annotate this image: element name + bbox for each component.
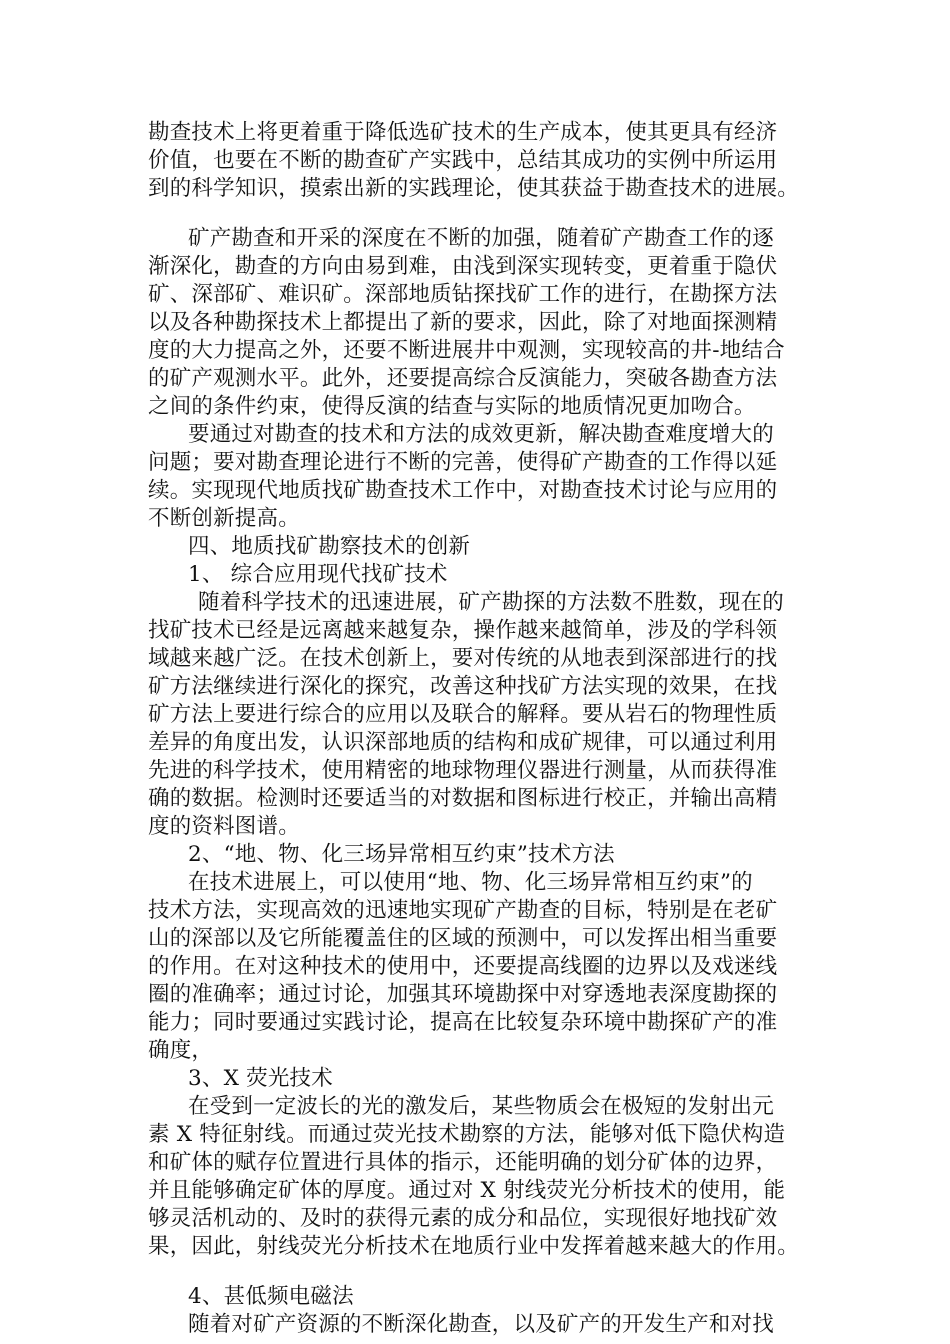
text-line: 续。实现现代地质找矿勘查技术工作中，对勘查技术讨论与应用的 xyxy=(148,478,778,503)
text-line: 并且能够确定矿体的厚度。通过对 X 射线荧光分析技术的使用，能 xyxy=(148,1178,786,1203)
text-line: 问题；要对勘查理论进行不断的完善，使得矿产勘查的工作得以延 xyxy=(148,450,778,475)
text-line: 素 X 特征射线。而通过荧光技术勘察的方法，能够对低下隐伏构造 xyxy=(148,1122,786,1147)
text-line: 矿产勘查和开采的深度在不断的加强，随着矿产勘查工作的逐 xyxy=(188,226,774,251)
text-line: 在受到一定波长的光的激发后，某些物质会在极短的发射出元 xyxy=(188,1094,774,1119)
text-line: 和矿体的赋存位置进行具体的指示，还能明确的划分矿体的边界， xyxy=(148,1150,778,1175)
text-line: 确度， xyxy=(148,1038,214,1063)
text-line: 以及各种勘探技术上都提出了新的要求，因此，除了对地面探测精 xyxy=(148,310,778,335)
text-line: 随着对矿产资源的不断深化勘查，以及矿产的开发生产和对找 xyxy=(188,1312,774,1337)
text-line: 的矿产观测水平。此外，还要提高综合反演能力，突破各勘查方法 xyxy=(148,366,778,391)
text-line: 之间的条件约束，使得反演的结查与实际的地质情况更加吻合。 xyxy=(148,394,756,419)
text-line: 度的资料图谱。 xyxy=(148,814,300,839)
text-line: 渐深化，勘查的方向由易到难，由浅到深实现转变，更着重于隐伏 xyxy=(148,254,778,279)
text-line: 差异的角度出发，认识深部地质的结构和成矿规律，可以通过利用 xyxy=(148,730,778,755)
text-line: 圈的准确率；通过讨论，加强其环境勘探中对穿透地表深度勘探的 xyxy=(148,982,778,1007)
text-line: 勘查技术上将更着重于降低选矿技术的生产成本，使其更具有经济 xyxy=(148,120,778,145)
text-line: 的作用。在对这种技术的使用中，还要提高线圈的边界以及戏迷线 xyxy=(148,954,778,979)
text-line: 找矿技术已经是远离越来越复杂，操作越来越简单，涉及的学科领 xyxy=(148,618,778,643)
text-line: 不断创新提高。 xyxy=(148,506,300,531)
text-line: 在技术进展上，可以使用“地、物、化三场异常相互约束”的 xyxy=(188,870,753,895)
text-line: 山的深部以及它所能覆盖住的区域的预测中，可以发挥出相当重要 xyxy=(148,926,778,951)
subsection-heading: 3、X 荧光技术 xyxy=(188,1066,333,1091)
text-line: 够灵活机动的、及时的获得元素的成分和品位，实现很好地找矿效 xyxy=(148,1206,778,1231)
text-line: 技术方法，实现高效的迅速地实现矿产勘查的目标，特别是在老矿 xyxy=(148,898,778,923)
subsection-heading: 2、“地、物、化三场异常相互约束”技术方法 xyxy=(188,842,615,867)
section-heading: 四、地质找矿勘察技术的创新 xyxy=(188,534,471,559)
text-line: 要通过对勘查的技术和方法的成效更新，解决勘查难度增大的 xyxy=(188,422,774,447)
text-line: 确的数据。检测时还要适当的对数据和图标进行校正，并输出高精 xyxy=(148,786,778,811)
text-line: 能力；同时要通过实践讨论，提高在比较复杂环境中勘探矿产的准 xyxy=(148,1010,778,1035)
subsection-heading: 1、 综合应用现代找矿技术 xyxy=(188,562,448,587)
text-line: 矿、深部矿、难识矿。深部地质钻探找矿工作的进行，在勘探方法 xyxy=(148,282,778,307)
text-line: 到的科学知识，摸索出新的实践理论，使其获益于勘查技术的进展。 xyxy=(148,176,800,201)
text-line: 域越来越广泛。在技术创新上，要对传统的从地表到深部进行的找 xyxy=(148,646,778,671)
subsection-heading: 4、甚低频电磁法 xyxy=(188,1284,354,1309)
text-line: 矿方法上要进行综合的应用以及联合的解释。要从岩石的物理性质 xyxy=(148,702,778,727)
text-line: 价值，也要在不断的勘查矿产实践中，总结其成功的实例中所运用 xyxy=(148,148,778,173)
text-line: 随着科学技术的迅速进展，矿产勘探的方法数不胜数，现在的 xyxy=(198,590,784,615)
text-line: 先进的科学技术，使用精密的地球物理仪器进行测量，从而获得准 xyxy=(148,758,778,783)
text-line: 果，因此，射线荧光分析技术在地质行业中发挥着越来越大的作用。 xyxy=(148,1234,800,1259)
text-line: 度的大力提高之外，还要不断进展井中观测，实现较高的井-地结合 xyxy=(148,338,785,363)
text-line: 矿方法继续进行深化的探究，改善这种找矿方法实现的效果，在找 xyxy=(148,674,778,699)
